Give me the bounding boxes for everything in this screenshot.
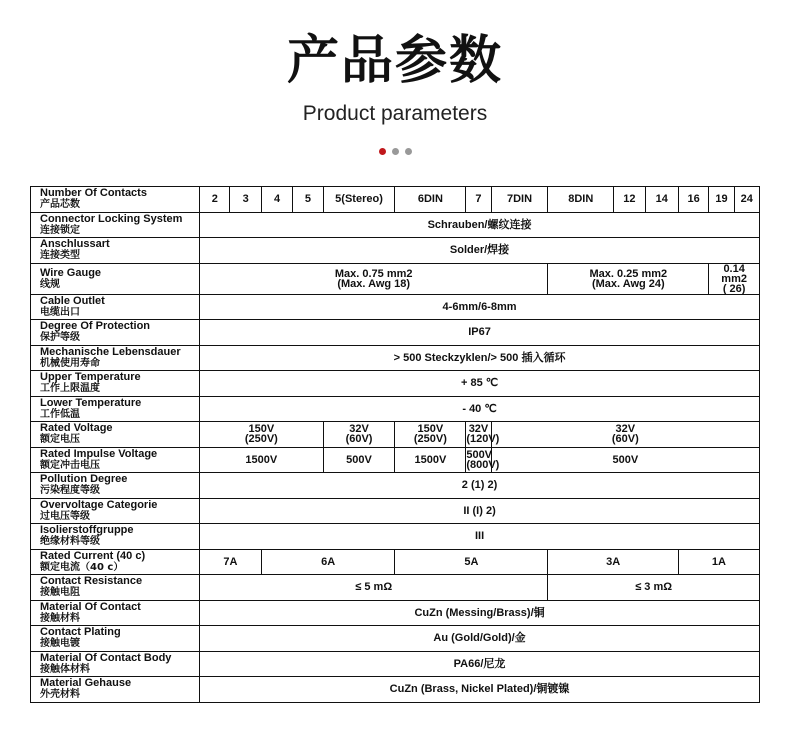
row-label: Degree Of Protection 保护等级 (31, 320, 200, 346)
carousel-dot[interactable] (405, 148, 412, 155)
row-label: Mechanische Lebensdauer 机械使用寿命 (31, 345, 200, 371)
row-label: Rated Voltage 额定电压 (31, 422, 200, 448)
contacts-cell: 4 (261, 187, 292, 213)
page-title: 产品参数 (286, 31, 503, 91)
contacts-cell: 5 (293, 187, 323, 213)
rated-current-cell: 5A (395, 549, 548, 575)
impulse-voltage-cell: 1500V (395, 447, 466, 473)
rated-current-cell: 6A (261, 549, 395, 575)
contacts-cell: 8DIN (548, 187, 614, 213)
contacts-cell: 7DIN (491, 187, 548, 213)
row-value: Schrauben/螺纹连接 (200, 212, 760, 238)
contact-resistance-cell: ≤ 5 mΩ (200, 575, 548, 601)
contacts-cell: 5(Stereo) (323, 187, 395, 213)
row-label: Upper Temperature 工作上限温度 (31, 371, 200, 397)
contacts-cell: 16 (678, 187, 708, 213)
rated-voltage-cell: 32V (120V) (466, 423, 500, 446)
table-row (31, 320, 760, 346)
table-row (31, 422, 760, 448)
contacts-cell: 2 (200, 187, 230, 213)
table-row (31, 263, 760, 294)
row-value: 2 (1) 2) (200, 473, 760, 499)
row-value: PA66/尼龙 (200, 651, 760, 677)
row-value: 4-6mm/6-8mm (200, 294, 760, 320)
row-label: Lower Temperature 工作低温 (31, 396, 200, 422)
row-value: + 85 ℃ (200, 371, 760, 397)
contacts-cell: 6DIN (395, 187, 466, 213)
table-row (31, 294, 760, 320)
rated-current-cell: 7A (200, 549, 262, 575)
row-value: IP67 (200, 320, 760, 346)
table-row (31, 212, 760, 238)
rated-current-cell: 1A (678, 549, 759, 575)
row-label: Isolierstoffgruppe 绝缘材料等级 (31, 524, 200, 550)
table-row (31, 651, 760, 677)
table-row (31, 549, 760, 575)
impulse-voltage-cell: 500V (491, 447, 759, 473)
row-value: II (I) 2) (200, 498, 760, 524)
row-value: Au (Gold/Gold)/金 (200, 626, 760, 652)
contacts-cell: 12 (614, 187, 645, 213)
table-row (31, 600, 760, 626)
row-label: Cable Outlet 电缆出口 (31, 294, 200, 320)
rated-voltage-cell: 150V (250V) (395, 422, 466, 448)
contact-resistance-cell: ≤ 3 mΩ (548, 575, 760, 601)
row-label: Rated Impulse Voltage 额定冲击电压 (31, 447, 200, 473)
row-value: > 500 Steckzyklen/> 500 插入循环 (200, 345, 760, 371)
row-label: Material Gehause 外壳材料 (31, 677, 200, 703)
table-row (31, 345, 760, 371)
contacts-cell: 14 (645, 187, 678, 213)
row-label: Wire Gauge 线规 (31, 263, 200, 294)
row-value: - 40 ℃ (200, 396, 760, 422)
contacts-cell: 7 (466, 187, 491, 213)
row-label: Contact Plating 接触电镀 (31, 626, 200, 652)
table-row (31, 473, 760, 499)
rated-voltage-cell: 32V (60V) (491, 422, 759, 448)
table-row (31, 575, 760, 601)
rated-voltage-cell: 150V (250V) (200, 422, 324, 448)
wire-gauge-cell: Max. 0.75 mm2 (Max. Awg 18) (200, 263, 548, 294)
table-row (31, 677, 760, 703)
table-row (31, 447, 760, 473)
carousel-dot-active[interactable] (379, 148, 386, 155)
table-row (31, 396, 760, 422)
table-row (31, 371, 760, 397)
impulse-voltage-cell: 500V (800V) (466, 448, 500, 471)
row-value: III (200, 524, 760, 550)
contacts-cell: 24 (734, 187, 759, 213)
carousel-dot[interactable] (392, 148, 399, 155)
table-row (31, 498, 760, 524)
row-value: CuZn (Messing/Brass)/铜 (200, 600, 760, 626)
page-subtitle: Product parameters (302, 102, 488, 125)
wire-gauge-cell: Max. 0.25 mm2 (Max. Awg 24) (548, 263, 709, 294)
contacts-cell: 19 (709, 187, 734, 213)
table-row (31, 626, 760, 652)
row-label: Overvoltage Categorie 过电压等级 (31, 498, 200, 524)
table-row (31, 238, 760, 264)
row-label: Rated Current (40 c) 额定电流（40 c） (31, 549, 200, 575)
table-row (31, 187, 760, 213)
rated-voltage-cell: 32V (60V) (323, 422, 395, 448)
row-value: CuZn (Brass, Nickel Plated)/铜镀镍 (200, 677, 760, 703)
impulse-voltage-cell: 500V (323, 447, 395, 473)
carousel-dots (0, 148, 790, 155)
impulse-voltage-cell: 1500V (200, 447, 324, 473)
row-value: Solder/焊接 (200, 238, 760, 264)
rated-current-cell: 3A (548, 549, 679, 575)
contacts-cell: 3 (230, 187, 261, 213)
row-label: Number Of Contacts 产品芯数 (31, 187, 200, 213)
table-row (31, 524, 760, 550)
row-label: Material Of Contact Body 接触体材料 (31, 651, 200, 677)
row-label: Anschlussart 连接类型 (31, 238, 200, 264)
row-label: Material Of Contact 接触材料 (31, 600, 200, 626)
row-label: Contact Resistance 接触电阻 (31, 575, 200, 601)
spec-table (30, 186, 760, 703)
row-label: Pollution Degree 污染程度等级 (31, 473, 200, 499)
wire-gauge-cell: 0.14 mm2 ( 26) (709, 263, 760, 294)
row-label: Connector Locking System 连接锁定 (31, 212, 200, 238)
